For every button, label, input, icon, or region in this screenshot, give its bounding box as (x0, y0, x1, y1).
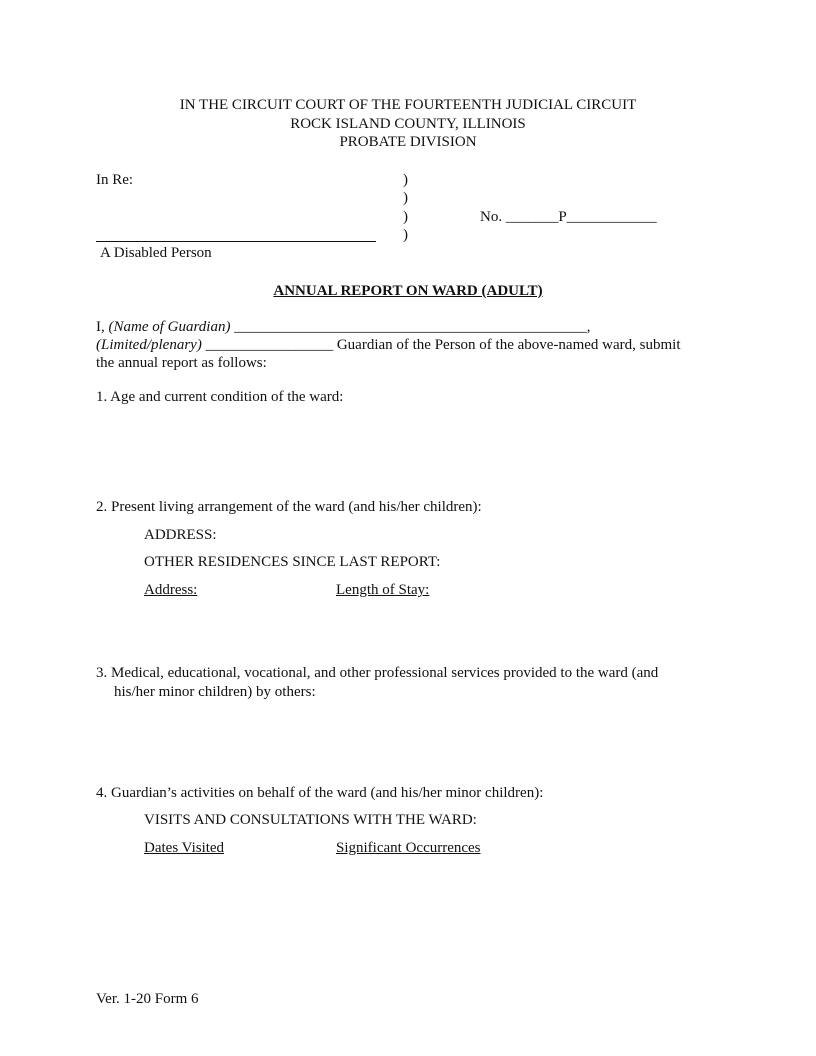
court-header-line2: ROCK ISLAND COUNTY, ILLINOIS (290, 116, 526, 132)
length-of-stay-column-header: Length of Stay: (336, 582, 430, 598)
dates-visited-column-header: Dates Visited (144, 840, 225, 856)
court-header-line1: IN THE CIRCUIT COURT OF THE FOURTEENTH JUDICIAL CIRCUIT (179, 97, 637, 113)
intro-line-2 (96, 336, 680, 354)
address-label: ADDRESS: (144, 527, 217, 543)
significant-occurrences-column-header: Significant Occurrences (336, 840, 481, 856)
guardianship-type-field[interactable]: _________________ (205, 337, 334, 353)
caption-paren: ) (403, 227, 408, 243)
intro-line-2-text: Guardian of the Person of the above-named ward, submit (336, 337, 681, 353)
in-re-label: In Re: (96, 172, 134, 188)
guardian-name-label: (Name of Guardian) (108, 319, 231, 335)
visits-label: VISITS AND CONSULTATIONS WITH THE WARD: (144, 812, 477, 828)
intro-prefix: I, (96, 319, 105, 335)
other-residences-label: OTHER RESIDENCES SINCE LAST REPORT: (144, 554, 441, 570)
address-column-header: Address: (144, 582, 198, 598)
item-3-heading-cont: his/her minor children) by others: (114, 684, 316, 700)
item-1-heading: 1. Age and current condition of the ward: (96, 389, 344, 405)
court-header-line3: PROBATE DIVISION (339, 134, 477, 150)
item-2-heading: 2. Present living arrangement of the ward (and his/her children): (96, 499, 482, 515)
guardian-name-field[interactable]: _______________________________________________, (234, 319, 591, 335)
intro-line-3: the annual report as follows: (96, 355, 267, 371)
item-3-heading: 3. Medical, educational, vocational, and other professional services provided to the ward (and (96, 665, 659, 681)
caption-paren: ) (403, 190, 408, 206)
guardianship-type-label: (Limited/plenary) (96, 337, 202, 353)
item-4-heading: 4. Guardian’s activities on behalf of the ward (and his/her minor children): (96, 785, 544, 801)
party-name-line[interactable] (96, 241, 376, 242)
document-title (0, 282, 816, 300)
document-title-text: ANNUAL REPORT ON WARD (ADULT) (273, 283, 543, 299)
caption-paren: ) (403, 172, 408, 188)
form-version-footer: Ver. 1-20 Form 6 (96, 991, 199, 1007)
party-label: A Disabled Person (100, 245, 212, 261)
caption-paren: ) (403, 209, 408, 225)
case-number-field[interactable]: No. _______P____________ (480, 209, 657, 225)
intro-line-1 (96, 318, 590, 336)
